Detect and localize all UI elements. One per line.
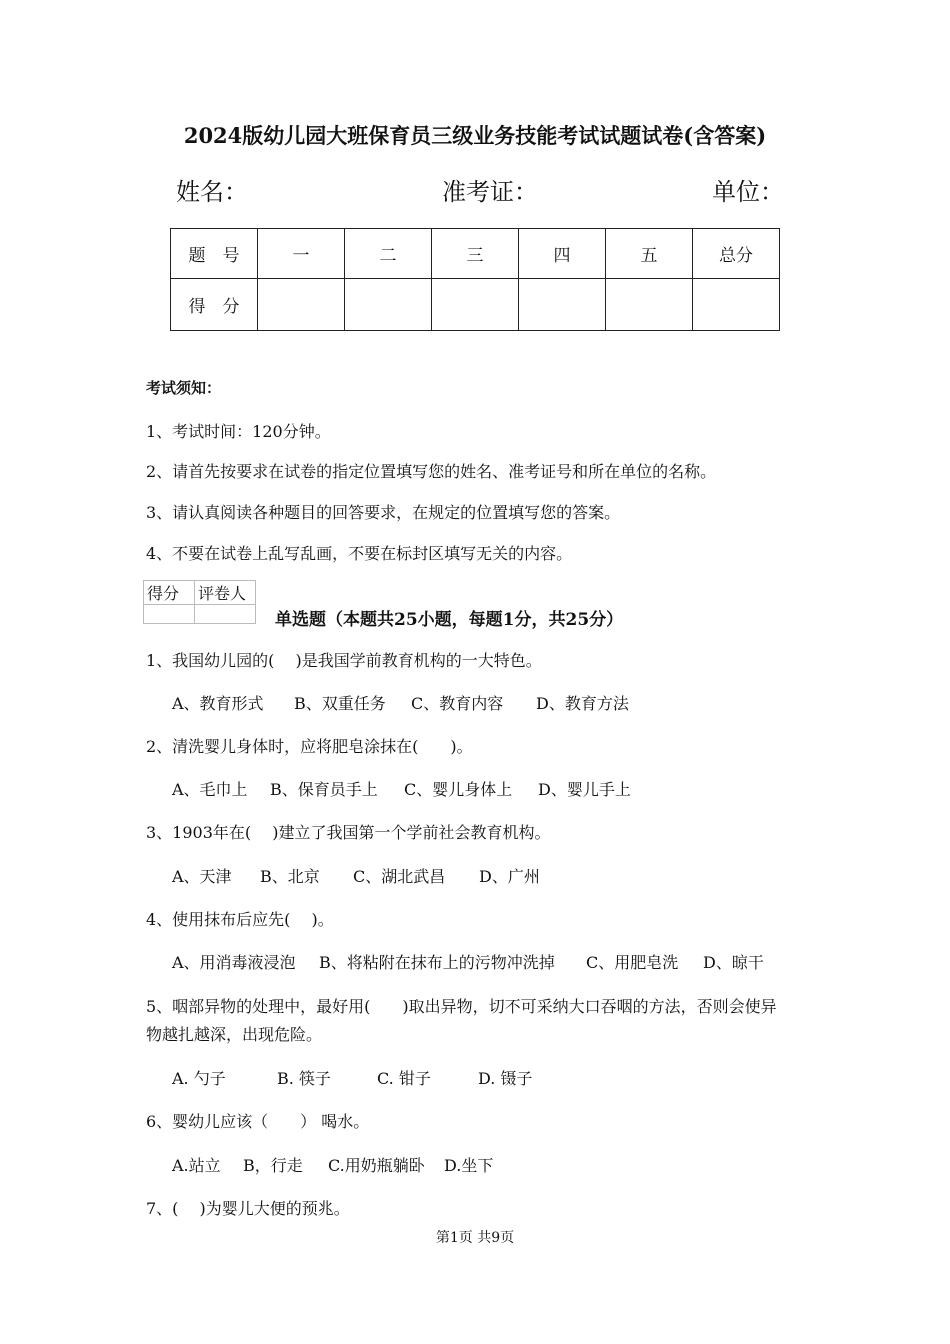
question-text: 4、使用抹布后应先( )。 — [146, 910, 334, 929]
question-options — [172, 1153, 493, 1176]
score-table-score-label: 得 分 — [171, 279, 258, 331]
grader-box-score-label: 得分 — [144, 581, 195, 605]
score-cell[interactable] — [606, 279, 693, 331]
question-text: 7、( )为婴儿大便的预兆。 — [146, 1199, 350, 1218]
option-b[interactable]: B，行走 — [243, 1156, 303, 1175]
notice-item: 4、不要在试卷上乱写乱画，不要在标封区填写无关的内容。 — [146, 544, 573, 563]
option-c[interactable]: C、教育内容 — [411, 694, 504, 713]
score-cell[interactable] — [345, 279, 432, 331]
question-text: 2、清洗婴儿身体时，应将肥皂涂抹在( )。 — [146, 737, 473, 756]
option-b[interactable]: B、将粘附在抹布上的污物冲洗掉 — [319, 953, 555, 972]
option-a[interactable]: A.站立 — [172, 1156, 221, 1175]
option-c[interactable]: C.用奶瓶躺卧 — [328, 1156, 425, 1175]
question-text: 1、我国幼儿园的( )是我国学前教育机构的一大特色。 — [146, 651, 542, 670]
question-options — [172, 1066, 532, 1089]
option-d[interactable]: D.坐下 — [444, 1156, 494, 1175]
option-a[interactable]: A、天津 — [172, 867, 232, 886]
question-options — [172, 864, 540, 887]
option-a[interactable]: A、教育形式 — [172, 694, 264, 713]
option-c[interactable]: C. 钳子 — [377, 1069, 431, 1088]
score-table-col: 三 — [432, 229, 519, 279]
question-text-continued: 物越扎越深，出现危险。 — [146, 1025, 323, 1044]
page-footer: 第1页 共9页 — [435, 1230, 515, 1246]
unit-field-label: 单位： — [712, 178, 784, 206]
question-text: 6、婴幼儿应该（ ） 喝水。 — [146, 1112, 370, 1131]
option-b[interactable]: B、北京 — [260, 867, 320, 886]
option-d[interactable]: D、晾干 — [703, 953, 764, 972]
score-table-col: 一 — [258, 229, 345, 279]
option-a[interactable]: A、毛巾上 — [172, 780, 248, 799]
option-d[interactable]: D、广州 — [479, 867, 540, 886]
score-table — [170, 228, 780, 331]
option-c[interactable]: C、用肥皂洗 — [586, 953, 679, 972]
question-options — [172, 950, 764, 973]
notice-item: 1、考试时间：120分钟。 — [146, 422, 331, 441]
exam-id-field-label: 准考证： — [442, 178, 538, 206]
question-options — [172, 777, 631, 800]
option-a[interactable]: A、用消毒液浸泡 — [172, 953, 296, 972]
option-d[interactable]: D、婴儿手上 — [538, 780, 631, 799]
option-b[interactable]: B、双重任务 — [294, 694, 386, 713]
score-table-col: 总分 — [693, 229, 780, 279]
option-d[interactable]: D、教育方法 — [536, 694, 629, 713]
grader-box-grader-cell[interactable] — [195, 605, 256, 624]
score-table-score-row — [171, 279, 780, 331]
score-table-col: 二 — [345, 229, 432, 279]
score-table-header-label: 题 号 — [171, 229, 258, 279]
notice-heading: 考试须知： — [146, 379, 222, 397]
option-c[interactable]: C、湖北武昌 — [353, 867, 446, 886]
score-table-col: 四 — [519, 229, 606, 279]
section-title: 单选题（本题共25小题，每题1分，共25分） — [275, 610, 624, 630]
score-table-header-row — [171, 229, 780, 279]
question-options — [172, 691, 629, 714]
page-title: 2024版幼儿园大班保育员三级业务技能考试试题试卷(含答案) — [183, 123, 767, 148]
option-c[interactable]: C、婴儿身体上 — [404, 780, 513, 799]
score-cell[interactable] — [519, 279, 606, 331]
grader-box — [143, 580, 256, 624]
score-table-col: 五 — [606, 229, 693, 279]
option-b[interactable]: B、保育员手上 — [270, 780, 378, 799]
notice-item: 2、请首先按要求在试卷的指定位置填写您的姓名、准考证号和所在单位的名称。 — [146, 462, 717, 481]
grader-box-score-cell[interactable] — [144, 605, 195, 624]
grader-box-grader-label: 评卷人 — [195, 581, 256, 605]
option-b[interactable]: B. 筷子 — [277, 1069, 331, 1088]
option-d[interactable]: D. 镊子 — [478, 1069, 533, 1088]
name-field-label: 姓名： — [176, 178, 248, 206]
notice-item: 3、请认真阅读各种题目的回答要求，在规定的位置填写您的答案。 — [146, 503, 621, 522]
score-cell[interactable] — [432, 279, 519, 331]
score-cell[interactable] — [693, 279, 780, 331]
question-text: 5、咽部异物的处理中，最好用( )取出异物，切不可采纳大口吞咽的方法，否则会使异 — [146, 997, 777, 1016]
option-a[interactable]: A. 勺子 — [172, 1069, 226, 1088]
score-cell[interactable] — [258, 279, 345, 331]
question-text: 3、1903年在( )建立了我国第一个学前社会教育机构。 — [146, 823, 551, 842]
